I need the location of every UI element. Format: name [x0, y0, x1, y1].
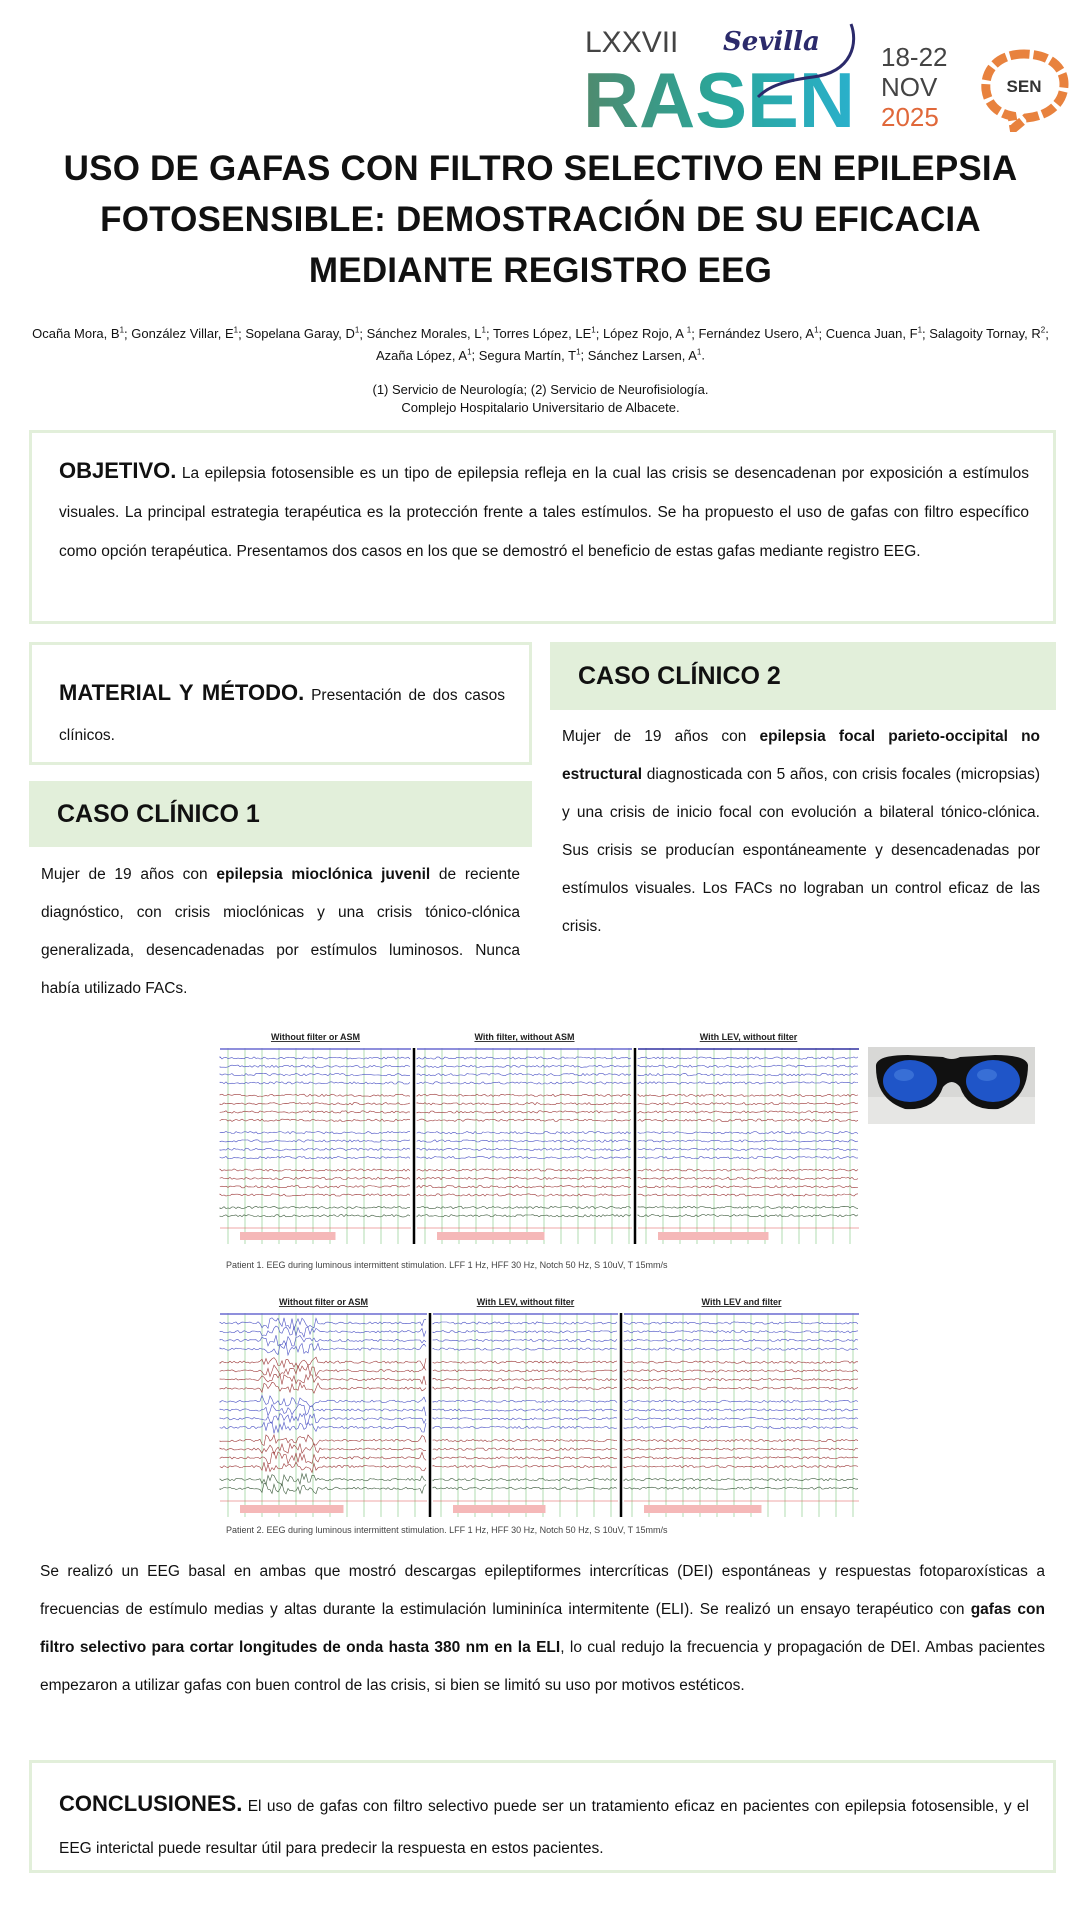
eeg-trace [220, 1318, 426, 1329]
eeg-trace [220, 1422, 426, 1434]
author: Sánchez Morales, $L^1$ [366, 326, 486, 342]
results-text-post: , lo cual redujo la frecuencia y propagación de DEI. Ambas pacientes empezaron a utilizar gafas con buen control de las crisis, si bien se limitó su uso por motivos estéticos. [40, 1639, 1045, 1694]
results-text-bold: gafas con filtro selectivo para cortar longitudes de onda hasta 380 nm en la ELI [40, 1601, 1045, 1656]
eeg-trace [624, 1426, 858, 1428]
photic-stimulation-bar [240, 1232, 336, 1240]
author: González Villar, $E^1$ [131, 326, 239, 342]
eeg-trace [433, 1400, 617, 1402]
affiliations [30, 381, 1051, 417]
eeg-trace [433, 1409, 617, 1411]
eeg-figure-patient-2 [217, 1295, 862, 1517]
caso1-text-post: de reciente diagnóstico, con crisis mioclónicas y una crisis tónico-clónica generalizada, desencadenadas por estímulos luminosos. Nunca había utilizado FACs. [41, 866, 521, 997]
eeg-trace [433, 1387, 617, 1389]
poster-title: USO DE GAFAS CON FILTRO SELECTIVO EN EPILEPSIA FOTOSENSIBLE: DEMOSTRACIÓN DE SU EFICACIA MEDIANTE REGISTRO EEG [63, 149, 1018, 290]
eeg-trace [433, 1448, 617, 1450]
eeg-trace [220, 1374, 426, 1385]
eeg-trace [417, 1148, 631, 1150]
eeg-trace [417, 1057, 631, 1059]
eeg-trace [220, 1132, 410, 1134]
caso1-text-bold: epilepsia mioclónica juvenil [216, 866, 431, 883]
affiliation-line-2: Complejo Hospitalario Universitario de Albacete. [401, 400, 680, 415]
eeg-figure-patient-1 [217, 1030, 862, 1245]
eeg-trace [220, 1186, 410, 1188]
figure2-caption: Patient 2. EEG during luminous intermittent stimulation. LFF 1 Hz, HFF 30 Hz, Notch 50 Hz, S 10uV, T 15mm/s [226, 1525, 668, 1535]
eeg-panel-title: Without filter or ASM [270, 1032, 361, 1042]
filter-glasses-photo [868, 1047, 1035, 1124]
eeg-trace [624, 1448, 858, 1450]
photic-stimulation-bar [644, 1505, 762, 1513]
eeg-panel-title: With LEV, without filter [476, 1297, 575, 1307]
eeg-trace [220, 1357, 426, 1368]
eeg-panel [433, 1313, 618, 1517]
photic-stimulation-bar [453, 1505, 546, 1513]
eeg-trace [220, 1140, 410, 1142]
caso2-header: CASO CLÍNICO 2 [550, 642, 1056, 710]
eeg-trace [624, 1400, 858, 1402]
eeg-trace [417, 1156, 631, 1158]
conclusiones-section [29, 1760, 1056, 1873]
eeg-trace [417, 1119, 631, 1121]
photic-stimulation-bar [658, 1232, 769, 1240]
caso2-text-post: diagnosticada con 5 años, con crisis focales (micropsias) y una crisis de inicio focal con evolución a bilateral tónico-clónica. Sus crisis se producían espontáneamente y desencadenadas por estímulos visuales. Los FACs no lograban un control eficaz de las crisis. [562, 766, 1040, 935]
logo-name: RASEN [583, 56, 855, 132]
eeg-trace [433, 1457, 617, 1459]
results-text [40, 1553, 1045, 1705]
author: Segura Martín, $T^1$ [478, 347, 581, 363]
eeg-trace [220, 1194, 410, 1196]
eeg-trace [417, 1103, 631, 1105]
eeg-trace [433, 1439, 617, 1441]
eeg-trace [624, 1478, 858, 1480]
author: Salagoity Tornay, $R^2$ [929, 326, 1046, 342]
eeg-trace [220, 1483, 426, 1494]
eeg-trace [433, 1487, 617, 1489]
author-list: Ocaña Mora, $B^1$; González Villar, $E^1$; Sopelana Garay, $D^1$; Sánchez Morales, $L^1$; Torres López, $LE^1$; López Rojo, A $^1$; Fernández Usero, $A^1$; Cuenca Juan, $F^1$; Salagoity Tornay, $R^2$; Azaña López, $A^1$; Segura Martín, $T^1$; Sánchez Larsen, $A^1$. [32, 326, 1049, 363]
material-heading: MATERIAL Y MÉTODO. [59, 680, 305, 705]
logo-congress-number: LXXVII [585, 26, 679, 59]
affiliation-line-1: (1) Servicio de Neurología; (2) Servicio de Neurofisiología. [372, 382, 709, 397]
eeg-trace [220, 1414, 426, 1425]
caso2-text-bold: epilepsia focal parieto-occipital no estructural [562, 728, 1041, 783]
author: Sopelana Garay, $D^1$ [245, 326, 360, 342]
eeg-trace [624, 1322, 858, 1324]
eeg-trace [433, 1331, 617, 1333]
material-text: Presentación de dos casos clínicos. [59, 687, 505, 744]
eeg-trace [624, 1465, 858, 1467]
caso1-header: CASO CLÍNICO 1 [29, 781, 532, 847]
eeg-trace [220, 1094, 410, 1096]
eeg-trace [433, 1418, 617, 1420]
eeg-trace [220, 1082, 410, 1084]
author: Torres López, $LE^1$ [492, 326, 596, 342]
eeg-trace [417, 1073, 631, 1075]
caso1-text [41, 856, 520, 1008]
eeg-trace [624, 1457, 858, 1459]
eeg-trace [220, 1111, 410, 1113]
conclusiones-text: El uso de gafas con filtro selectivo puede ser un tratamiento eficaz en pacientes con epilepsia fotosensible, y el EEG interictal puede resultar útil para predecir la respuesta en estos pacientes. [59, 1798, 1029, 1857]
conclusiones-heading: CONCLUSIONES. [59, 1791, 243, 1816]
eeg-trace [220, 1474, 426, 1486]
eeg-trace [220, 1343, 426, 1355]
rasen-congress-logo [583, 22, 953, 132]
eeg-trace [220, 1395, 426, 1406]
eeg-trace [417, 1186, 631, 1188]
eeg-trace [220, 1148, 410, 1150]
eeg-trace [417, 1094, 631, 1096]
eeg-trace [624, 1348, 858, 1350]
objetivo-heading: OBJETIVO. [59, 458, 177, 483]
eeg-panel [638, 1048, 859, 1244]
eeg-trace [220, 1462, 426, 1473]
eeg-trace [220, 1169, 410, 1171]
author: López Rojo, A $^1$ [602, 326, 692, 342]
objetivo-section [29, 430, 1056, 624]
eeg-trace [624, 1439, 858, 1441]
logo-dates: 18-22 [881, 42, 948, 72]
eeg-trace [220, 1435, 426, 1446]
eeg-trace [624, 1487, 858, 1489]
author: Azaña López, $A^1$ [376, 347, 472, 363]
logo-city: Sevilla [723, 27, 820, 57]
eeg-trace [417, 1177, 631, 1179]
caso2-text [562, 718, 1040, 946]
logo-year: 2025 [881, 102, 939, 132]
eeg-trace [624, 1361, 858, 1363]
eeg-trace [417, 1065, 631, 1067]
eeg-panel [417, 1048, 632, 1244]
eeg-trace [220, 1206, 410, 1208]
eeg-trace [433, 1361, 617, 1363]
eeg-panel-title: With LEV, without filter [699, 1032, 798, 1042]
eeg-trace [220, 1326, 426, 1337]
eeg-trace [417, 1082, 631, 1084]
eeg-trace [433, 1465, 617, 1467]
eeg-panel-title: With filter, without ASM [474, 1032, 575, 1042]
eeg-trace [220, 1103, 410, 1105]
author: Ocaña Mora, $B^1$ [32, 326, 125, 342]
objetivo-text: La epilepsia fotosensible es un tipo de epilepsia refleja en la cual las crisis se desencadenan por exposición a estímulos visuales. La principal estrategia terapéutica es la protección frente a tales estímulos. Se ha propuesto el uso de gafas con filtro específico como opción terapéutica. Presentamos dos casos en los que se demostró el beneficio de estas gafas mediante registro EEG. [59, 465, 1029, 560]
eeg-panel [220, 1313, 427, 1517]
eeg-trace [433, 1339, 617, 1341]
eeg-trace [220, 1452, 426, 1464]
eeg-trace [417, 1215, 631, 1217]
eeg-trace [624, 1387, 858, 1389]
eeg-trace [433, 1478, 617, 1480]
photic-stimulation-bar [240, 1505, 344, 1513]
eeg-panel [624, 1313, 859, 1517]
eeg-trace [220, 1382, 426, 1393]
eeg-trace [433, 1348, 617, 1350]
results-text-pre: Se realizó un EEG basal en ambas que mostró descargas epileptiformes intercríticas (DEI) espontáneas y respuestas fotoparoxísticas a frecuencias de estímulo medias y altas durante la estimulación lumininíca intermitente (ELI). Se realizó un ensayo terapéutico con [40, 1563, 1045, 1618]
eeg-trace [220, 1335, 426, 1346]
eeg-panel-title: Without filter or ASM [278, 1297, 369, 1307]
eeg-trace [417, 1206, 631, 1208]
eeg-trace [624, 1409, 858, 1411]
eeg-panel-title: With LEV and filter [701, 1297, 782, 1307]
eeg-trace [624, 1370, 858, 1372]
eeg-trace [417, 1140, 631, 1142]
material-section [29, 642, 532, 765]
eeg-trace [220, 1215, 410, 1217]
eeg-trace [220, 1073, 410, 1075]
eeg-trace [433, 1322, 617, 1324]
eeg-trace [624, 1378, 858, 1380]
caso1-text-pre: Mujer de 19 años con [41, 866, 217, 883]
eeg-trace [220, 1404, 426, 1416]
eeg-trace [220, 1057, 410, 1059]
eeg-trace [417, 1169, 631, 1171]
eeg-trace [624, 1331, 858, 1333]
caso2-text-pre: Mujer de 19 años con [562, 728, 760, 745]
eeg-trace [220, 1177, 410, 1179]
eeg-trace [220, 1156, 410, 1158]
logo-month: NOV [881, 72, 938, 102]
sen-society-logo [978, 48, 1070, 132]
eeg-trace [433, 1378, 617, 1380]
eeg-trace [417, 1194, 631, 1196]
eeg-trace [220, 1119, 410, 1121]
eeg-panel [220, 1048, 411, 1244]
eeg-trace [417, 1132, 631, 1134]
eeg-trace [433, 1426, 617, 1428]
sen-text: SEN [1006, 77, 1042, 96]
eeg-trace [417, 1111, 631, 1113]
photic-stimulation-bar [437, 1232, 545, 1240]
author: Sánchez Larsen, $A^1$ [587, 347, 702, 363]
eeg-trace [433, 1370, 617, 1372]
eeg-trace [220, 1444, 426, 1455]
author: Fernández Usero, $A^1$ [698, 326, 819, 342]
author: Cuenca Juan, $F^1$ [825, 326, 923, 342]
figure1-caption: Patient 1. EEG during luminous intermittent stimulation. LFF 1 Hz, HFF 30 Hz, Notch 50 Hz, S 10uV, T 15mm/s [226, 1260, 668, 1270]
eeg-trace [220, 1065, 410, 1067]
eeg-trace [624, 1418, 858, 1420]
eeg-trace [624, 1339, 858, 1341]
eeg-trace [220, 1365, 426, 1376]
